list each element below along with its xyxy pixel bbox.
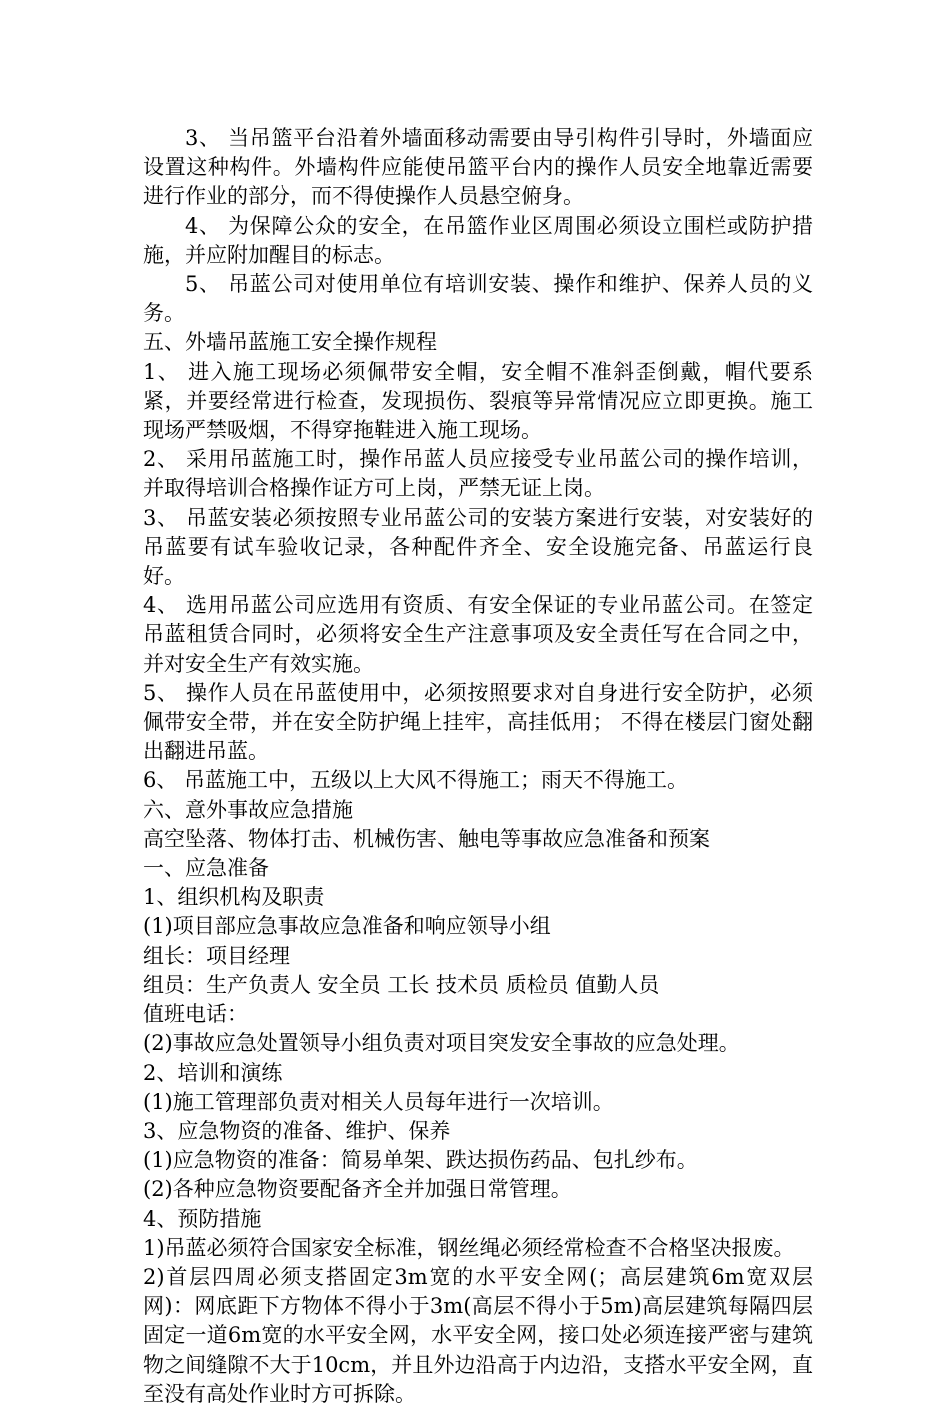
item-heading-organization: 1、组织机构及职责 bbox=[143, 885, 325, 910]
list-item: 值班电话： bbox=[143, 1002, 248, 1027]
paragraph-rule-4: 4、 选用吊蓝公司应选用有资质、有安全保证的专业吊蓝公司。在签定吊蓝租赁合同时，必须将安全生产注意事项及安全责任写在合同之中，并对安全生产有效实施。 bbox=[143, 593, 813, 676]
section-heading-5: 五、外墙吊蓝施工安全操作规程 bbox=[143, 330, 437, 355]
paragraph-rule-1: 1、 进入施工现场必须佩带安全帽，安全帽不准斜歪倒戴，帽代要系紧，并要经常进行检查，发现损伤、裂痕等异常情况应立即更换。施工现场严禁吸烟，不得穿拖鞋进入施工现场。 bbox=[143, 359, 813, 443]
paragraph-rule-3: 3、 吊蓝安装必须按照专业吊蓝公司的安装方案进行安装，对安装好的吊蓝要有试车验收记录，各种配件齐全、安全设施完备、吊蓝运行良好。 bbox=[143, 505, 813, 589]
item-heading-supplies: 3、应急物资的准备、维护、保养 bbox=[143, 1118, 451, 1143]
item-heading-prevention: 4、预防措施 bbox=[143, 1206, 262, 1231]
emergency-subtitle: 高空坠落、物体打击、机械伤害、触电等事故应急准备和预案 bbox=[143, 826, 710, 851]
subsection-heading-1: 一、应急准备 bbox=[143, 856, 269, 881]
paragraph-1: 3、 当吊篮平台沿着外墙面移动需要由导引构件引导时，外墙面应设置这种构件。外墙构件应能使吊篮平台内的操作人员安全地靠近需要进行作业的部分，而不得使操作人员悬空俯身。 bbox=[143, 126, 813, 209]
section-heading-6: 六、意外事故应急措施 bbox=[143, 797, 353, 822]
paragraph-3: 5、 吊蓝公司对使用单位有培训安装、操作和维护、保养人员的义务。 bbox=[143, 272, 813, 326]
list-item: (2)事故应急处置领导小组负责对项目突发安全事故的应急处理。 bbox=[143, 1031, 740, 1056]
list-item: (1)项目部应急事故应急准备和响应领导小组 bbox=[143, 914, 551, 939]
list-item: (1)施工管理部负责对相关人员每年进行一次培训。 bbox=[143, 1089, 614, 1114]
list-item: 1)吊蓝必须符合国家安全标准，钢丝绳必须经常检查不合格坚决报废。 bbox=[143, 1235, 795, 1260]
list-item: (1)应急物资的准备：简易单架、跌达损伤药品、包扎纱布。 bbox=[143, 1148, 698, 1173]
document-body bbox=[143, 124, 813, 1409]
paragraph-rule-2: 2、 采用吊蓝施工时，操作吊蓝人员应接受专业吊蓝公司的操作培训，并取得培训合格操作证方可上岗，严禁无证上岗。 bbox=[143, 447, 813, 501]
list-item: 2)首层四周必须支搭固定3m宽的水平安全网(；高层建筑6m宽双层网)：网底距下方物体不得小于3m(高层不得小于5m)高层建筑每隔四层固定一道6m宽的水平安全网，水平安全网，接口处必须连接严密与建筑物之间缝隙不大于10cm，并且外边沿高于内边沿，支搭水平安全网，直至没有高处作业时方可拆除。 bbox=[143, 1264, 813, 1406]
item-heading-training: 2、培训和演练 bbox=[143, 1060, 283, 1085]
list-item: 组员：生产负责人 安全员 工长 技术员 质检员 值勤人员 bbox=[143, 972, 660, 997]
paragraph-rule-6: 6、 吊蓝施工中，五级以上大风不得施工；雨天不得施工。 bbox=[143, 768, 689, 793]
paragraph-2: 4、 为保障公众的安全，在吊篮作业区周围必须设立围栏或防护措施，并应附加醒目的标志。 bbox=[143, 213, 813, 267]
list-item: 组长：项目经理 bbox=[143, 943, 290, 968]
list-item: (2)各种应急物资要配备齐全并加强日常管理。 bbox=[143, 1177, 572, 1202]
paragraph-rule-5: 5、 操作人员在吊蓝使用中，必须按照要求对自身进行安全防护，必须佩带安全带，并在安全防护绳上挂牢，高挂低用； 不得在楼层门窗处翻出翻进吊蓝。 bbox=[143, 680, 813, 764]
